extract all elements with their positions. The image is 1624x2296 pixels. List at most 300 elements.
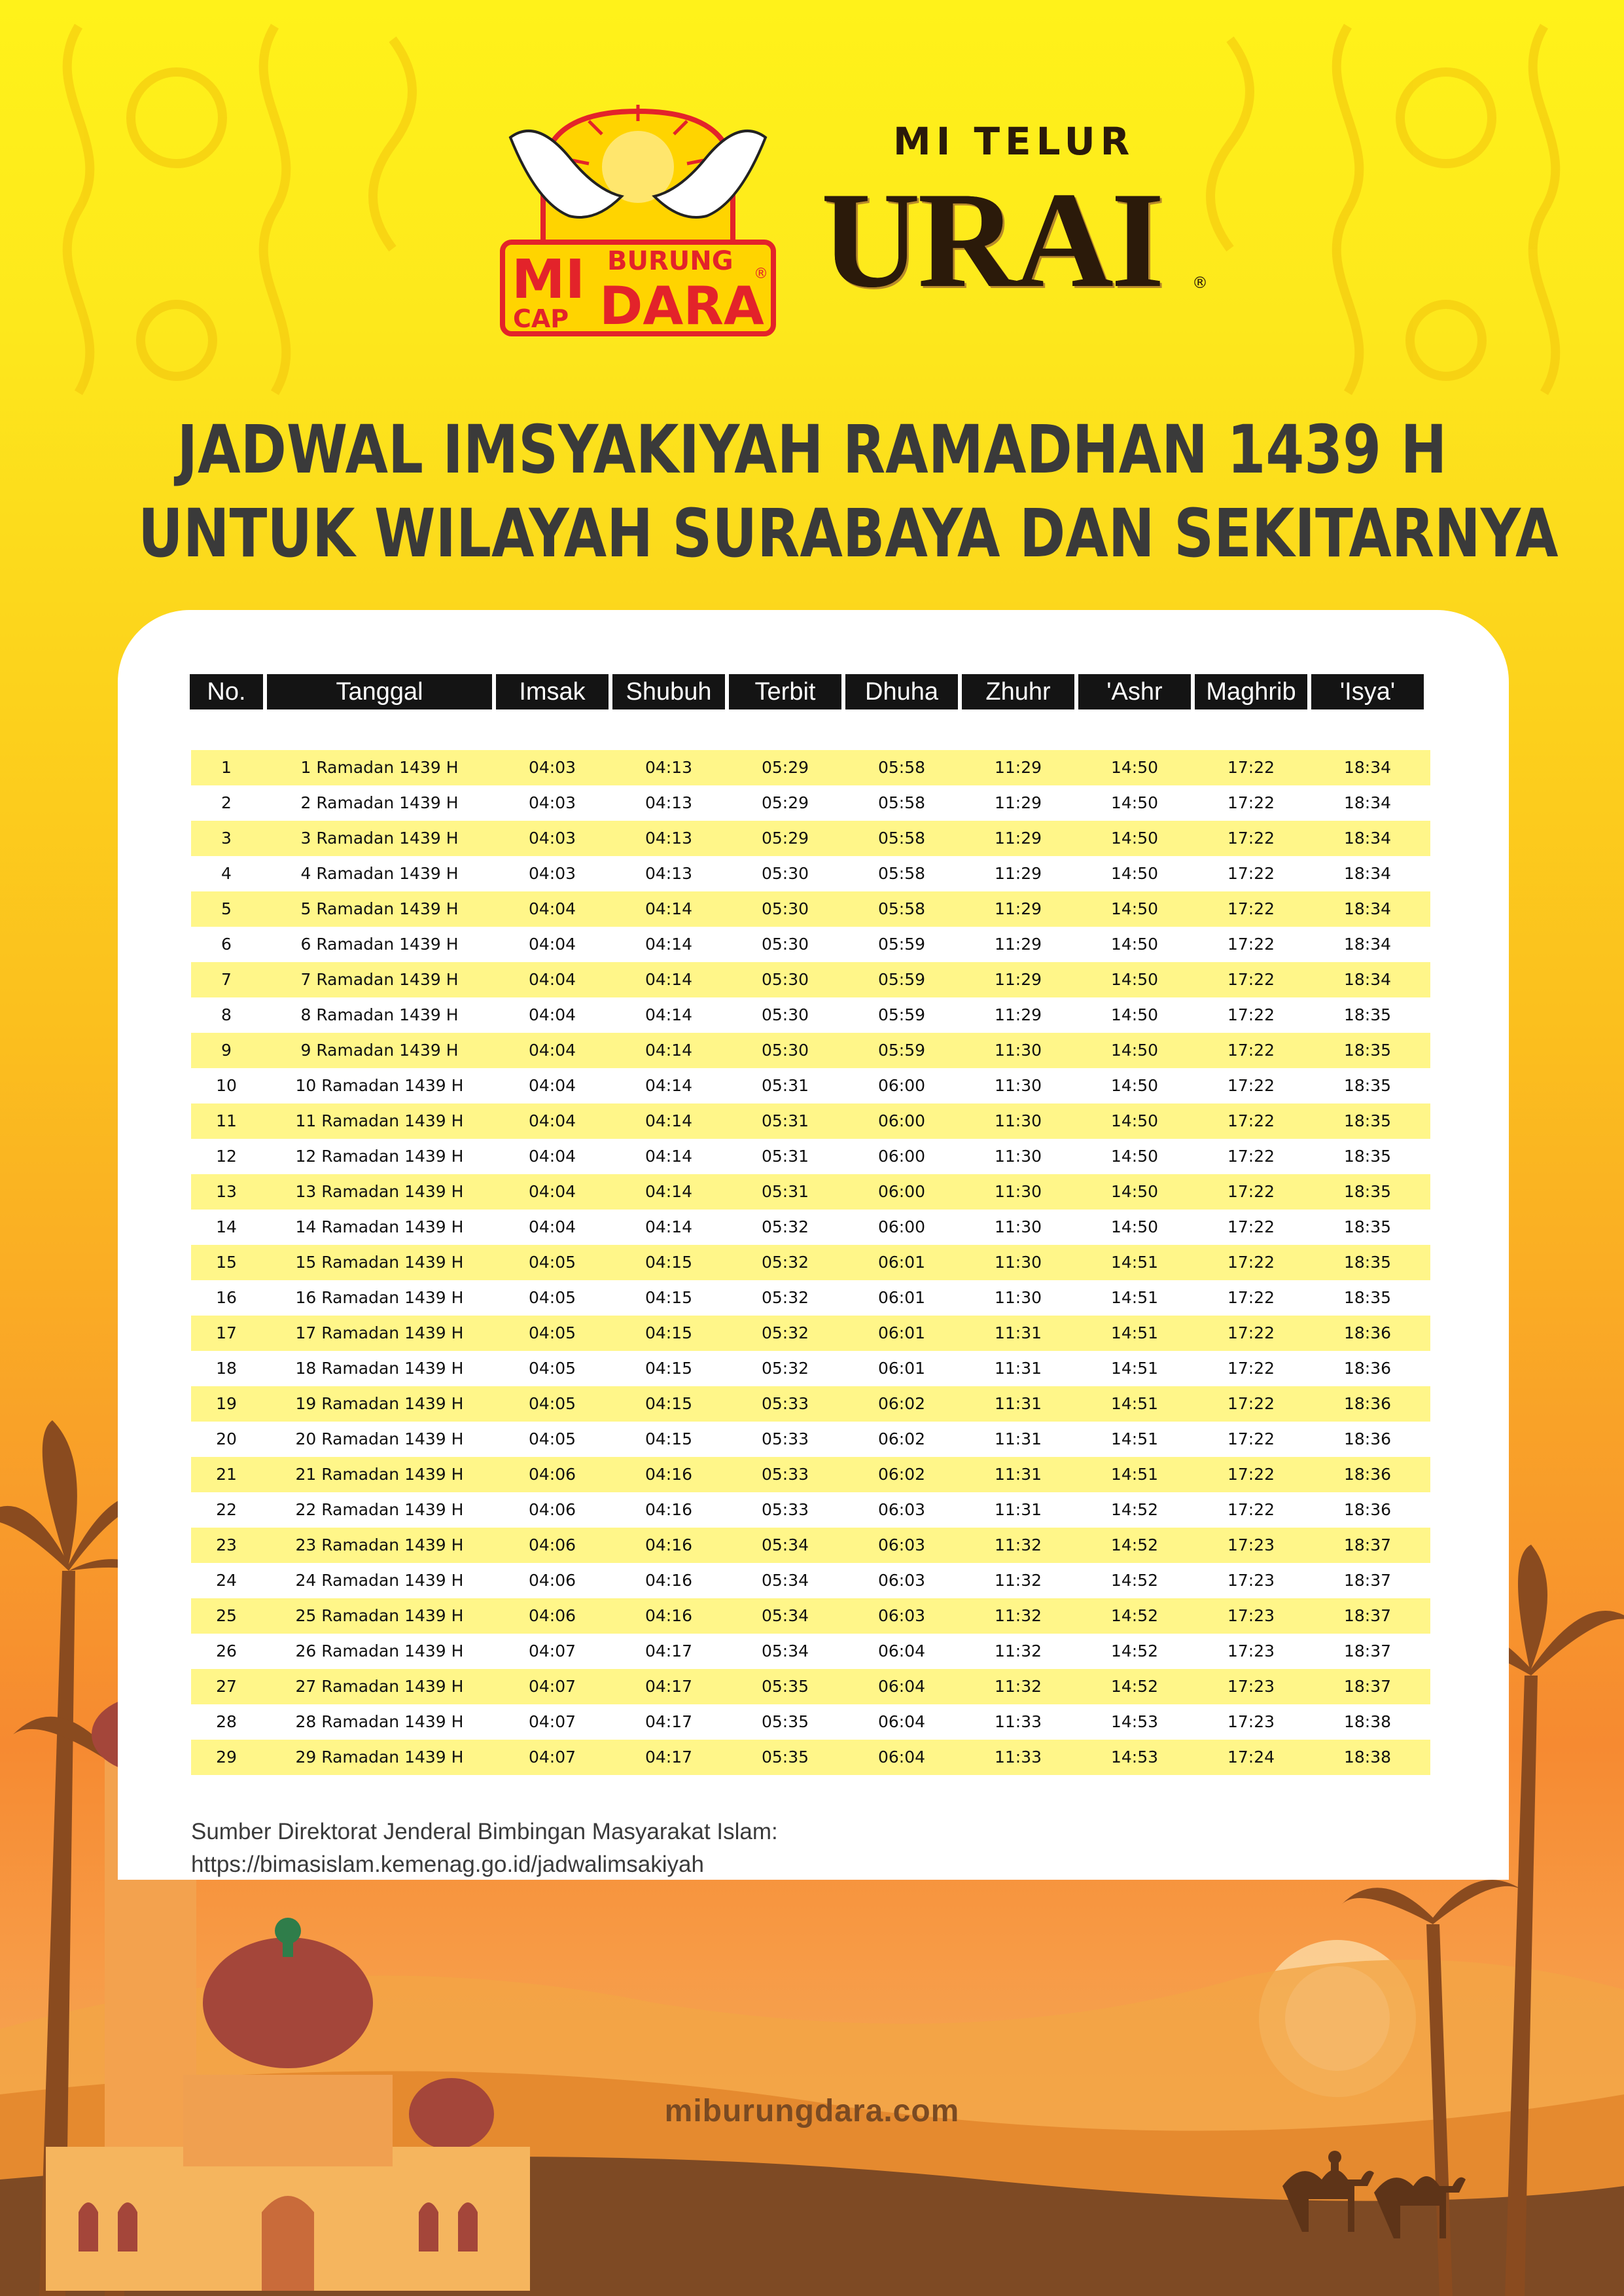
header-ashr: 'Ashr — [1078, 674, 1191, 709]
cell-isya: 18:35 — [1343, 1041, 1392, 1060]
cell-no: 11 — [216, 1111, 237, 1130]
cell-imsak: 04:06 — [528, 1571, 576, 1590]
cell-zhuhr: 11:30 — [994, 1147, 1042, 1166]
table-row — [191, 1492, 1430, 1528]
cell-imsak: 04:07 — [528, 1677, 576, 1696]
cell-no: 14 — [216, 1217, 237, 1236]
cell-tanggal: 28 Ramadan 1439 H — [295, 1712, 464, 1731]
cell-tanggal: 26 Ramadan 1439 H — [295, 1641, 464, 1660]
cell-ashr: 14:51 — [1110, 1429, 1159, 1448]
cell-zhuhr: 11:32 — [994, 1535, 1042, 1554]
cell-no: 25 — [216, 1606, 237, 1625]
cell-dhuha: 05:58 — [877, 864, 926, 883]
cell-zhuhr: 11:29 — [994, 758, 1042, 777]
cell-shubuh: 04:14 — [644, 935, 693, 954]
cell-terbit: 05:34 — [761, 1641, 809, 1660]
cell-isya: 18:36 — [1343, 1323, 1392, 1342]
cell-dhuha: 06:04 — [877, 1712, 926, 1731]
cell-dhuha: 06:03 — [877, 1606, 926, 1625]
cell-shubuh: 04:15 — [644, 1253, 693, 1272]
cell-isya: 18:35 — [1343, 1253, 1392, 1272]
cell-maghrib: 17:23 — [1227, 1712, 1275, 1731]
cell-ashr: 14:51 — [1110, 1465, 1159, 1484]
cell-imsak: 04:03 — [528, 758, 576, 777]
cell-terbit: 05:29 — [761, 758, 809, 777]
cell-tanggal: 11 Ramadan 1439 H — [295, 1111, 464, 1130]
cell-maghrib: 17:23 — [1227, 1677, 1275, 1696]
cell-no: 1 — [221, 758, 232, 777]
table-row — [191, 1068, 1430, 1103]
cell-zhuhr: 11:30 — [994, 1041, 1042, 1060]
table-row — [191, 1740, 1430, 1775]
cell-terbit: 05:30 — [761, 935, 809, 954]
cell-shubuh: 04:16 — [644, 1465, 693, 1484]
header-terbit: Terbit — [729, 674, 841, 709]
cell-imsak: 04:07 — [528, 1748, 576, 1767]
cell-isya: 18:34 — [1343, 935, 1392, 954]
cell-zhuhr: 11:29 — [994, 829, 1042, 848]
cell-maghrib: 17:23 — [1227, 1535, 1275, 1554]
cell-isya: 18:36 — [1343, 1465, 1392, 1484]
cell-imsak: 04:04 — [528, 1217, 576, 1236]
cell-dhuha: 06:04 — [877, 1748, 926, 1767]
cell-terbit: 05:31 — [761, 1076, 809, 1095]
cell-zhuhr: 11:29 — [994, 935, 1042, 954]
cell-terbit: 05:30 — [761, 864, 809, 883]
cell-maghrib: 17:22 — [1227, 1359, 1275, 1378]
urai-reg-mark: ® — [1192, 274, 1208, 292]
cell-isya: 18:35 — [1343, 1182, 1392, 1201]
table-row — [191, 1033, 1430, 1068]
cell-zhuhr: 11:30 — [994, 1076, 1042, 1095]
cell-dhuha: 06:02 — [877, 1429, 926, 1448]
cell-no: 26 — [216, 1641, 237, 1660]
cell-dhuha: 06:00 — [877, 1182, 926, 1201]
cell-tanggal: 6 Ramadan 1439 H — [300, 935, 459, 954]
cell-dhuha: 05:59 — [877, 970, 926, 989]
cell-isya: 18:36 — [1343, 1359, 1392, 1378]
cell-maghrib: 17:22 — [1227, 1147, 1275, 1166]
cell-terbit: 05:29 — [761, 793, 809, 812]
cell-no: 12 — [216, 1147, 237, 1166]
cell-zhuhr: 11:31 — [994, 1500, 1042, 1519]
cell-shubuh: 04:15 — [644, 1394, 693, 1413]
cell-maghrib: 17:22 — [1227, 1394, 1275, 1413]
cell-maghrib: 17:23 — [1227, 1641, 1275, 1660]
cell-shubuh: 04:14 — [644, 1041, 693, 1060]
cell-imsak: 04:04 — [528, 1147, 576, 1166]
cell-ashr: 14:50 — [1110, 970, 1159, 989]
cell-maghrib: 17:22 — [1227, 1217, 1275, 1236]
cell-terbit: 05:34 — [761, 1535, 809, 1554]
table-row — [191, 1245, 1430, 1280]
cell-shubuh: 04:16 — [644, 1606, 693, 1625]
cell-no: 9 — [221, 1041, 232, 1060]
cell-zhuhr: 11:29 — [994, 793, 1042, 812]
cell-shubuh: 04:14 — [644, 899, 693, 918]
cell-zhuhr: 11:30 — [994, 1111, 1042, 1130]
cell-imsak: 04:04 — [528, 1076, 576, 1095]
cell-maghrib: 17:22 — [1227, 793, 1275, 812]
cell-imsak: 04:04 — [528, 1111, 576, 1130]
logo-burung-text: BURUNG — [607, 246, 733, 276]
cell-maghrib: 17:22 — [1227, 1182, 1275, 1201]
cell-dhuha: 05:58 — [877, 758, 926, 777]
cell-maghrib: 17:22 — [1227, 935, 1275, 954]
cell-terbit: 05:30 — [761, 1005, 809, 1024]
cell-dhuha: 06:03 — [877, 1500, 926, 1519]
cell-dhuha: 05:59 — [877, 1005, 926, 1024]
cell-maghrib: 17:22 — [1227, 1323, 1275, 1342]
cell-dhuha: 05:59 — [877, 935, 926, 954]
cell-maghrib: 17:23 — [1227, 1606, 1275, 1625]
cell-ashr: 14:50 — [1110, 758, 1159, 777]
cell-isya: 18:36 — [1343, 1500, 1392, 1519]
cell-ashr: 14:50 — [1110, 829, 1159, 848]
cell-shubuh: 04:17 — [644, 1641, 693, 1660]
cell-tanggal: 21 Ramadan 1439 H — [295, 1465, 464, 1484]
cell-no: 13 — [216, 1182, 237, 1201]
cell-tanggal: 12 Ramadan 1439 H — [295, 1147, 464, 1166]
cell-shubuh: 04:16 — [644, 1535, 693, 1554]
table-row — [191, 1351, 1430, 1386]
cell-shubuh: 04:14 — [644, 1076, 693, 1095]
cell-terbit: 05:32 — [761, 1359, 809, 1378]
cell-no: 21 — [216, 1465, 237, 1484]
cell-dhuha: 06:00 — [877, 1076, 926, 1095]
cell-shubuh: 04:13 — [644, 864, 693, 883]
cell-isya: 18:37 — [1343, 1677, 1392, 1696]
cell-isya: 18:34 — [1343, 970, 1392, 989]
cell-zhuhr: 11:31 — [994, 1394, 1042, 1413]
cell-maghrib: 17:22 — [1227, 1076, 1275, 1095]
cell-no: 28 — [216, 1712, 237, 1731]
cell-zhuhr: 11:33 — [994, 1712, 1042, 1731]
cell-imsak: 04:06 — [528, 1606, 576, 1625]
cell-imsak: 04:04 — [528, 935, 576, 954]
cell-ashr: 14:50 — [1110, 864, 1159, 883]
cell-no: 20 — [216, 1429, 237, 1448]
cell-tanggal: 4 Ramadan 1439 H — [300, 864, 459, 883]
cell-tanggal: 25 Ramadan 1439 H — [295, 1606, 464, 1625]
cell-isya: 18:34 — [1343, 864, 1392, 883]
cell-terbit: 05:32 — [761, 1217, 809, 1236]
cell-zhuhr: 11:29 — [994, 899, 1042, 918]
logo-dara-text: DARA — [599, 276, 764, 336]
source-link[interactable]: https://bimasislam.kemenag.go.id/jadwalimsakiyah — [191, 1852, 704, 1877]
cell-zhuhr: 11:32 — [994, 1641, 1042, 1660]
cell-imsak: 04:06 — [528, 1500, 576, 1519]
cell-zhuhr: 11:31 — [994, 1465, 1042, 1484]
cell-dhuha: 06:01 — [877, 1253, 926, 1272]
cell-zhuhr: 11:30 — [994, 1253, 1042, 1272]
cell-dhuha: 06:02 — [877, 1394, 926, 1413]
cell-maghrib: 17:22 — [1227, 1500, 1275, 1519]
table-row — [191, 1634, 1430, 1669]
cell-maghrib: 17:23 — [1227, 1571, 1275, 1590]
logo-reg-mark: ® — [754, 266, 768, 282]
cell-imsak: 04:03 — [528, 829, 576, 848]
cell-no: 10 — [216, 1076, 237, 1095]
cell-imsak: 04:05 — [528, 1323, 576, 1342]
cell-tanggal: 5 Ramadan 1439 H — [300, 899, 459, 918]
cell-no: 8 — [221, 1005, 232, 1024]
table-row — [191, 1386, 1430, 1422]
cell-shubuh: 04:16 — [644, 1571, 693, 1590]
cell-no: 3 — [221, 829, 232, 848]
cell-ashr: 14:50 — [1110, 1076, 1159, 1095]
cell-tanggal: 1 Ramadan 1439 H — [300, 758, 459, 777]
cell-maghrib: 17:22 — [1227, 864, 1275, 883]
cell-zhuhr: 11:32 — [994, 1677, 1042, 1696]
source-line-1: Sumber Direktorat Jenderal Bimbingan Masyarakat Islam: — [191, 1819, 778, 1844]
cell-dhuha: 06:03 — [877, 1571, 926, 1590]
cell-tanggal: 18 Ramadan 1439 H — [295, 1359, 464, 1378]
cell-ashr: 14:51 — [1110, 1288, 1159, 1307]
cell-isya: 18:37 — [1343, 1606, 1392, 1625]
cell-imsak: 04:05 — [528, 1394, 576, 1413]
cell-shubuh: 04:13 — [644, 829, 693, 848]
cell-tanggal: 8 Ramadan 1439 H — [300, 1005, 459, 1024]
cell-zhuhr: 11:30 — [994, 1182, 1042, 1201]
cell-isya: 18:35 — [1343, 1217, 1392, 1236]
cell-ashr: 14:53 — [1110, 1712, 1159, 1731]
cell-maghrib: 17:22 — [1227, 758, 1275, 777]
cell-ashr: 14:51 — [1110, 1359, 1159, 1378]
cell-imsak: 04:04 — [528, 1041, 576, 1060]
header-shubuh: Shubuh — [612, 674, 725, 709]
cell-dhuha: 05:58 — [877, 899, 926, 918]
cell-tanggal: 24 Ramadan 1439 H — [295, 1571, 464, 1590]
table-row — [191, 1598, 1430, 1634]
cell-no: 5 — [221, 899, 232, 918]
cell-dhuha: 05:59 — [877, 1041, 926, 1060]
cell-no: 22 — [216, 1500, 237, 1519]
cell-isya: 18:35 — [1343, 1147, 1392, 1166]
cell-terbit: 05:35 — [761, 1748, 809, 1767]
cell-no: 24 — [216, 1571, 237, 1590]
cell-isya: 18:35 — [1343, 1111, 1392, 1130]
cell-no: 15 — [216, 1253, 237, 1272]
cell-terbit: 05:34 — [761, 1571, 809, 1590]
cell-isya: 18:38 — [1343, 1748, 1392, 1767]
cell-zhuhr: 11:29 — [994, 864, 1042, 883]
cell-maghrib: 17:22 — [1227, 899, 1275, 918]
cell-ashr: 14:50 — [1110, 1005, 1159, 1024]
header-zhuhr: Zhuhr — [962, 674, 1074, 709]
cell-dhuha: 06:00 — [877, 1147, 926, 1166]
cell-shubuh: 04:13 — [644, 793, 693, 812]
cell-imsak: 04:03 — [528, 793, 576, 812]
cell-dhuha: 06:02 — [877, 1465, 926, 1484]
table-row — [191, 1457, 1430, 1492]
cell-terbit: 05:32 — [761, 1288, 809, 1307]
cell-tanggal: 22 Ramadan 1439 H — [295, 1500, 464, 1519]
cell-shubuh: 04:14 — [644, 1182, 693, 1201]
logo-cap-text: CAP — [513, 304, 569, 333]
table-row — [191, 1280, 1430, 1316]
cell-tanggal: 20 Ramadan 1439 H — [295, 1429, 464, 1448]
cell-tanggal: 15 Ramadan 1439 H — [295, 1253, 464, 1272]
page-title: JADWAL IMSYAKIYAH RAMADHAN 1439 H — [177, 411, 1447, 489]
cell-zhuhr: 11:31 — [994, 1323, 1042, 1342]
cell-dhuha: 06:01 — [877, 1323, 926, 1342]
cell-terbit: 05:33 — [761, 1429, 809, 1448]
cell-maghrib: 17:22 — [1227, 1288, 1275, 1307]
cell-terbit: 05:29 — [761, 829, 809, 848]
cell-terbit: 05:34 — [761, 1606, 809, 1625]
table-row — [191, 1139, 1430, 1174]
cell-tanggal: 10 Ramadan 1439 H — [295, 1076, 464, 1095]
cell-terbit: 05:35 — [761, 1712, 809, 1731]
cell-tanggal: 13 Ramadan 1439 H — [295, 1182, 464, 1201]
cell-ashr: 14:51 — [1110, 1253, 1159, 1272]
table-row — [191, 1704, 1430, 1740]
cell-no: 6 — [221, 935, 232, 954]
cell-maghrib: 17:22 — [1227, 1253, 1275, 1272]
cell-zhuhr: 11:30 — [994, 1288, 1042, 1307]
cell-shubuh: 04:15 — [644, 1429, 693, 1448]
website-url[interactable]: miburungdara.com — [664, 2094, 960, 2128]
cell-no: 18 — [216, 1359, 237, 1378]
cell-zhuhr: 11:29 — [994, 970, 1042, 989]
cell-dhuha: 06:01 — [877, 1359, 926, 1378]
cell-shubuh: 04:17 — [644, 1677, 693, 1696]
cell-terbit: 05:30 — [761, 1041, 809, 1060]
cell-isya: 18:34 — [1343, 829, 1392, 848]
cell-maghrib: 17:24 — [1227, 1748, 1275, 1767]
table-row — [191, 1103, 1430, 1139]
cell-shubuh: 04:15 — [644, 1288, 693, 1307]
cell-maghrib: 17:22 — [1227, 829, 1275, 848]
cell-shubuh: 04:17 — [644, 1712, 693, 1731]
cell-imsak: 04:07 — [528, 1641, 576, 1660]
cell-ashr: 14:53 — [1110, 1748, 1159, 1767]
cell-shubuh: 04:15 — [644, 1359, 693, 1378]
cell-tanggal: 3 Ramadan 1439 H — [300, 829, 459, 848]
cell-isya: 18:35 — [1343, 1076, 1392, 1095]
cell-ashr: 14:50 — [1110, 1111, 1159, 1130]
cell-tanggal: 9 Ramadan 1439 H — [300, 1041, 459, 1060]
header-maghrib: Maghrib — [1195, 674, 1307, 709]
cell-ashr: 14:52 — [1110, 1571, 1159, 1590]
cell-tanggal: 17 Ramadan 1439 H — [295, 1323, 464, 1342]
cell-isya: 18:34 — [1343, 758, 1392, 777]
table-row — [191, 1422, 1430, 1457]
cell-shubuh: 04:16 — [644, 1500, 693, 1519]
cell-zhuhr: 11:31 — [994, 1359, 1042, 1378]
cell-zhuhr: 11:32 — [994, 1606, 1042, 1625]
cell-isya: 18:38 — [1343, 1712, 1392, 1731]
logo-mi-text: MI — [512, 249, 586, 311]
cell-tanggal: 29 Ramadan 1439 H — [295, 1748, 464, 1767]
cell-terbit: 05:32 — [761, 1253, 809, 1272]
cell-terbit: 05:32 — [761, 1323, 809, 1342]
cell-no: 4 — [221, 864, 232, 883]
cell-imsak: 04:06 — [528, 1465, 576, 1484]
cell-ashr: 14:50 — [1110, 899, 1159, 918]
cell-dhuha: 06:03 — [877, 1535, 926, 1554]
cell-dhuha: 06:00 — [877, 1111, 926, 1130]
cell-terbit: 05:33 — [761, 1465, 809, 1484]
urai-logo-text: URAI — [821, 164, 1162, 316]
cell-imsak: 04:05 — [528, 1429, 576, 1448]
cell-shubuh: 04:14 — [644, 1217, 693, 1236]
cell-terbit: 05:30 — [761, 899, 809, 918]
cell-tanggal: 14 Ramadan 1439 H — [295, 1217, 464, 1236]
cell-no: 16 — [216, 1288, 237, 1307]
schedule-table — [191, 750, 1430, 1775]
cell-isya: 18:37 — [1343, 1535, 1392, 1554]
cell-ashr: 14:50 — [1110, 1147, 1159, 1166]
cell-imsak: 04:03 — [528, 864, 576, 883]
cell-shubuh: 04:15 — [644, 1323, 693, 1342]
cell-isya: 18:34 — [1343, 899, 1392, 918]
cell-ashr: 14:52 — [1110, 1606, 1159, 1625]
cell-shubuh: 04:17 — [644, 1748, 693, 1767]
cell-maghrib: 17:22 — [1227, 1111, 1275, 1130]
table-row — [191, 997, 1430, 1033]
source-citation — [191, 1816, 778, 1881]
cell-dhuha: 05:58 — [877, 793, 926, 812]
cell-ashr: 14:50 — [1110, 793, 1159, 812]
cell-imsak: 04:05 — [528, 1288, 576, 1307]
table-row — [191, 927, 1430, 962]
cell-shubuh: 04:14 — [644, 1005, 693, 1024]
cell-maghrib: 17:22 — [1227, 970, 1275, 989]
cell-isya: 18:34 — [1343, 793, 1392, 812]
cell-imsak: 04:04 — [528, 1005, 576, 1024]
cell-imsak: 04:04 — [528, 970, 576, 989]
cell-imsak: 04:04 — [528, 1182, 576, 1201]
cell-ashr: 14:50 — [1110, 1217, 1159, 1236]
header-no: No. — [190, 674, 263, 709]
cell-dhuha: 05:58 — [877, 829, 926, 848]
table-row — [191, 1316, 1430, 1351]
cell-tanggal: 27 Ramadan 1439 H — [295, 1677, 464, 1696]
table-row — [191, 856, 1430, 891]
cell-shubuh: 04:14 — [644, 970, 693, 989]
cell-ashr: 14:51 — [1110, 1394, 1159, 1413]
cell-no: 29 — [216, 1748, 237, 1767]
table-row — [191, 821, 1430, 856]
cell-isya: 18:36 — [1343, 1394, 1392, 1413]
cell-terbit: 05:30 — [761, 970, 809, 989]
cell-maghrib: 17:22 — [1227, 1041, 1275, 1060]
table-row — [191, 962, 1430, 997]
table-row — [191, 750, 1430, 785]
table-row — [191, 1563, 1430, 1598]
cell-tanggal: 23 Ramadan 1439 H — [295, 1535, 464, 1554]
cell-ashr: 14:50 — [1110, 935, 1159, 954]
cell-zhuhr: 11:30 — [994, 1217, 1042, 1236]
cell-zhuhr: 11:31 — [994, 1429, 1042, 1448]
cell-imsak: 04:05 — [528, 1253, 576, 1272]
table-row — [191, 1528, 1430, 1563]
cell-terbit: 05:33 — [761, 1500, 809, 1519]
cell-imsak: 04:06 — [528, 1535, 576, 1554]
cell-terbit: 05:33 — [761, 1394, 809, 1413]
cell-terbit: 05:31 — [761, 1147, 809, 1166]
cell-ashr: 14:51 — [1110, 1323, 1159, 1342]
header-imsak: Imsak — [496, 674, 609, 709]
cell-ashr: 14:50 — [1110, 1041, 1159, 1060]
cell-no: 19 — [216, 1394, 237, 1413]
cell-shubuh: 04:14 — [644, 1147, 693, 1166]
header-isya: 'Isya' — [1311, 674, 1424, 709]
cell-shubuh: 04:13 — [644, 758, 693, 777]
cell-shubuh: 04:14 — [644, 1111, 693, 1130]
